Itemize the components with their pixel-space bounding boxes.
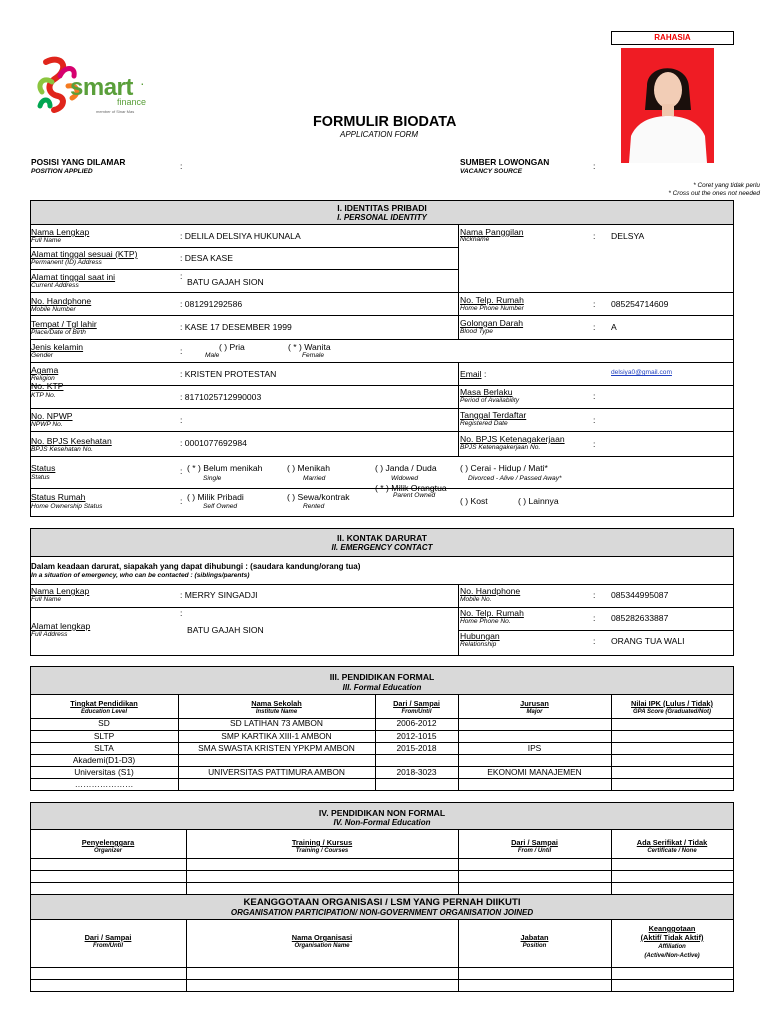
strike-note-2: * Cross out the ones not needed bbox=[668, 190, 760, 197]
status-colon: : bbox=[180, 466, 183, 476]
nickname-value[interactable]: DELSYA bbox=[611, 231, 645, 241]
emergency-mobile-sub: Mobile No. bbox=[460, 596, 492, 603]
edu-period[interactable]: 2015-2018 bbox=[396, 743, 437, 753]
home-rented-option[interactable]: ( ) Sewa/kontrak bbox=[287, 492, 350, 502]
org-header-position: Jabatan bbox=[520, 933, 549, 942]
emergency-name-sub: Full Name bbox=[31, 596, 62, 603]
section-emergency-title: II. KONTAK DARURAT bbox=[337, 533, 427, 543]
section-personal-sub: I. PERSONAL IDENTITY bbox=[337, 213, 427, 222]
nonformal-header-course: Training / Kursus bbox=[291, 838, 353, 847]
section-nonformal-header bbox=[30, 802, 734, 830]
edu-school[interactable]: SMP KARTIKA XIII-1 AMBON bbox=[221, 731, 332, 741]
brand-name: smart bbox=[70, 74, 133, 101]
emergency-relation-label: Hubungan bbox=[460, 631, 500, 641]
home-other-option[interactable]: ( ) Lainnya bbox=[518, 496, 559, 506]
home-rented-sub: Rented bbox=[303, 503, 325, 510]
nonformal-header-course-sub: Training / Courses bbox=[295, 848, 349, 854]
emergency-mobile-value[interactable]: 085344995087 bbox=[611, 590, 669, 600]
section-personal-title: I. IDENTITAS PRIBADI bbox=[337, 203, 427, 213]
applicant-photo bbox=[621, 48, 714, 163]
religion-label: Agama bbox=[31, 365, 59, 375]
full-name-value[interactable]: : DELILA DELSIYA HUKUNALA bbox=[180, 231, 301, 241]
home-parent-sub: Parent Owned bbox=[393, 492, 436, 499]
status-married-sub: Married bbox=[303, 475, 326, 482]
edu-period[interactable]: 2012-1015 bbox=[396, 731, 437, 741]
emergency-home-phone-colon: : bbox=[593, 613, 596, 623]
gender-colon: : bbox=[180, 346, 183, 356]
nickname-label: Nama Panggilan bbox=[460, 227, 524, 237]
gender-female-option[interactable]: ( * ) Wanita bbox=[288, 342, 331, 352]
home-phone-label: No. Telp. Rumah bbox=[460, 295, 524, 305]
status-single-sub: Single bbox=[203, 475, 222, 482]
edu-school[interactable]: SD LATIHAN 73 AMBON bbox=[230, 718, 323, 728]
email-label: Email bbox=[460, 369, 482, 379]
nonformal-header-period: Dari / Sampai bbox=[511, 838, 558, 847]
edu-school[interactable]: UNIVERSITAS PATTIMURA AMBON bbox=[208, 767, 345, 777]
strike-note-1: * Coret yang tidak perlu bbox=[693, 182, 760, 189]
edu-header-school: Nama Sekolah bbox=[251, 699, 302, 708]
org-header-period-sub: From/Until bbox=[93, 943, 123, 949]
position-applied-label: POSISI YANG DILAMAR bbox=[31, 157, 126, 167]
blood-value[interactable]: A bbox=[611, 322, 617, 332]
status-widowed-option[interactable]: ( ) Janda / Duda bbox=[375, 463, 437, 473]
npwp-colon: : bbox=[180, 415, 183, 425]
edu-level: Universitas (S1) bbox=[74, 767, 134, 777]
edu-header-gpa: Nilai IPK (Lulus / Tidak) bbox=[631, 699, 713, 708]
reg-date-label: Tanggal Terdaftar bbox=[460, 410, 527, 420]
emergency-relation-value[interactable]: ORANG TUA WALI bbox=[611, 636, 685, 646]
nickname-sub: Nickname bbox=[460, 236, 490, 243]
org-header-name: Nama Organisasi bbox=[291, 933, 353, 942]
bpjs-health-sub: BPJS Kesehatan No. bbox=[31, 446, 93, 453]
edu-header-level: Tingkat Pendidikan bbox=[70, 699, 138, 708]
validity-sub: Period of Availability bbox=[460, 397, 520, 404]
nonformal-header-organizer-sub: Organizer bbox=[93, 848, 122, 854]
emergency-address-value[interactable]: BATU GAJAH SION bbox=[187, 625, 264, 635]
full-name-sub: Full Name bbox=[31, 237, 62, 244]
edu-period[interactable]: 2006-2012 bbox=[396, 718, 437, 728]
npwp-sub: NPWP No. bbox=[31, 421, 63, 428]
edu-major[interactable]: EKONOMI MANAJEMEN bbox=[487, 767, 582, 777]
org-header-affiliation-sub: Affiliation bbox=[658, 944, 686, 950]
org-header-affiliation-2: (Aktif/ Tidak Aktif) bbox=[640, 933, 704, 942]
ktp-address-value[interactable]: : DESA KASE bbox=[180, 253, 234, 263]
bpjs-health-label: No. BPJS Kesehatan bbox=[31, 436, 112, 446]
home-phone-colon: : bbox=[593, 299, 596, 309]
edu-header-school-sub: Institute Name bbox=[255, 709, 298, 715]
edu-level: SD bbox=[98, 718, 110, 728]
vacancy-source-sub: VACANCY SOURCE bbox=[460, 168, 523, 175]
npwp-label: No. NPWP bbox=[31, 411, 73, 421]
emergency-mobile-colon: : bbox=[593, 590, 596, 600]
emergency-address-colon: : bbox=[180, 608, 183, 618]
edu-header-period-sub: From/Until bbox=[401, 709, 432, 715]
mobile-sub: Mobile Number bbox=[31, 306, 76, 313]
status-divorced-sub: Divorced - Alive / Passed Away* bbox=[468, 475, 562, 482]
bpjs-health-value[interactable]: : 0001077692984 bbox=[180, 438, 247, 448]
vacancy-source-label: SUMBER LOWONGAN bbox=[460, 157, 550, 167]
position-applied-sub: POSITION APPLIED bbox=[31, 168, 93, 175]
edu-major[interactable]: IPS bbox=[527, 743, 542, 753]
status-married-option[interactable]: ( ) Menikah bbox=[287, 463, 330, 473]
status-sub: Status bbox=[31, 474, 50, 481]
edu-level: ………………… bbox=[74, 779, 134, 789]
org-header-position-sub: Position bbox=[522, 943, 547, 949]
blood-sub: Blood Type bbox=[460, 328, 493, 335]
home-self-sub: Self Owned bbox=[203, 503, 238, 510]
bpjs-work-colon: : bbox=[593, 439, 596, 449]
edu-level: Akademi(D1-D3) bbox=[72, 755, 136, 765]
status-widowed-sub: Widowed bbox=[391, 475, 419, 482]
confidential-label: RAHASIA bbox=[654, 33, 691, 42]
reg-date-sub: Registered Date bbox=[460, 420, 508, 427]
birth-value[interactable]: : KASE 17 DESEMBER 1999 bbox=[180, 322, 292, 332]
form-subtitle: APPLICATION FORM bbox=[340, 130, 419, 139]
person-portrait-icon bbox=[621, 48, 714, 163]
emergency-address-label: Alamat lengkap bbox=[31, 621, 91, 631]
status-single-option[interactable]: ( * ) Belum menikah bbox=[187, 463, 263, 473]
edu-level: SLTA bbox=[94, 743, 114, 753]
section-organisation-sub: ORGANISATION PARTICIPATION/ NON-GOVERNMENT ORGANISATION JOINED bbox=[230, 908, 534, 917]
validity-colon: : bbox=[593, 391, 596, 401]
emergency-name-label: Nama Lengkap bbox=[31, 586, 90, 596]
org-header-period: Dari / Sampai bbox=[84, 933, 132, 942]
ktp-address-sub: Permanent (ID) Address bbox=[31, 259, 102, 266]
emergency-intro-sub: In a situation of emergency, who can be contacted : (siblings/parents) bbox=[31, 572, 250, 579]
ktp-address-label: Alamat tinggal sesuai (KTP) bbox=[31, 249, 138, 259]
status-label: Status bbox=[31, 463, 56, 473]
emergency-home-phone-sub: Home Phone No. bbox=[460, 618, 511, 625]
gender-sub: Gender bbox=[31, 352, 53, 359]
bpjs-work-label: No. BPJS Ketenagakerjaan bbox=[460, 434, 565, 444]
mobile-value[interactable]: : 081291292586 bbox=[180, 299, 243, 309]
edu-level: SLTP bbox=[93, 731, 115, 741]
emergency-relation-colon: : bbox=[593, 636, 596, 646]
email-colon: : bbox=[484, 369, 487, 379]
edu-header-major: Jurusan bbox=[520, 699, 549, 708]
section-nonformal-sub: IV. Non-Formal Education bbox=[333, 818, 431, 827]
position-applied-colon: : bbox=[180, 161, 183, 171]
emergency-name-value[interactable]: : MERRY SINGADJI bbox=[180, 590, 258, 600]
blood-colon: : bbox=[593, 322, 596, 332]
current-address-sub: Current Address bbox=[31, 282, 79, 289]
section-emergency-header bbox=[30, 528, 734, 557]
email-value[interactable]: delsiya0@gmail.com bbox=[611, 369, 672, 376]
home-self-option[interactable]: ( ) Milik Pribadi bbox=[187, 492, 244, 502]
gender-male-sub: Male bbox=[205, 352, 220, 359]
home-status-label: Status Rumah bbox=[31, 492, 86, 502]
edu-header-period: Dari / Sampai bbox=[393, 699, 440, 708]
section-emergency-sub: II. EMERGENCY CONTACT bbox=[331, 543, 433, 552]
gender-female-sub: Female bbox=[302, 352, 324, 359]
edu-header-level-sub: Education Level bbox=[80, 709, 127, 715]
religion-sub: Religion bbox=[31, 375, 55, 382]
smart-finance-logo bbox=[34, 54, 149, 120]
confidential-box bbox=[611, 31, 734, 45]
section-organisation-title: KEANGGOTAAN ORGANISASI / LSM YANG PERNAH DIIKUTI bbox=[243, 897, 521, 908]
org-header-affiliation: Keanggotaan bbox=[648, 924, 696, 933]
religion-value[interactable]: : KRISTEN PROTESTAN bbox=[180, 369, 277, 379]
nickname-colon: : bbox=[593, 231, 596, 241]
emergency-home-phone-value[interactable]: 085282633887 bbox=[611, 613, 669, 623]
section-formal-education-header bbox=[30, 666, 734, 695]
edu-header-gpa-sub: GPA Score (Graduated/Not) bbox=[632, 709, 711, 715]
emergency-relation-sub: Relationship bbox=[460, 641, 497, 648]
blood-label: Golongan Darah bbox=[460, 318, 524, 328]
emergency-home-phone-label: No. Telp. Rumah bbox=[460, 608, 524, 618]
home-phone-value[interactable]: 085254714609 bbox=[611, 299, 669, 309]
ktp-value[interactable]: : 8171025712990003 bbox=[180, 392, 262, 402]
section-organisation-header bbox=[30, 894, 734, 920]
brand-sub: finance bbox=[117, 97, 147, 107]
brand-tagline: member of Sinar Mas bbox=[96, 109, 135, 114]
org-header-name-sub: Organisation Name bbox=[294, 943, 350, 949]
section-formal-education-title: III. PENDIDIKAN FORMAL bbox=[329, 672, 435, 682]
form-title: FORMULIR BIODATA bbox=[313, 114, 457, 130]
status-divorced-option[interactable]: ( ) Cerai - Hidup / Mati* bbox=[460, 463, 548, 473]
home-kost-option[interactable]: ( ) Kost bbox=[460, 496, 488, 506]
full-name-label: Nama Lengkap bbox=[31, 227, 90, 237]
section-personal-header bbox=[30, 200, 734, 225]
brand-dot: · bbox=[140, 75, 145, 91]
ktp-label: No. KTP bbox=[31, 381, 64, 391]
section-formal-education-sub: III. Formal Education bbox=[342, 683, 422, 692]
current-address-label: Alamat tinggal saat ini bbox=[31, 272, 116, 282]
ktp-sub: KTP No. bbox=[31, 392, 56, 399]
edu-school[interactable]: SMA SWASTA KRISTEN YPKPM AMBON bbox=[198, 743, 355, 753]
nonformal-header-certificate: Ada Serifikat / Tidak bbox=[636, 838, 708, 847]
vacancy-source-colon: : bbox=[593, 161, 596, 171]
reg-date-colon: : bbox=[593, 415, 596, 425]
current-address-value[interactable]: BATU GAJAH SION bbox=[187, 277, 264, 287]
current-address-colon: : bbox=[180, 271, 183, 281]
home-phone-sub: Home Phone Number bbox=[460, 305, 524, 312]
gender-label: Jenis kelamin bbox=[31, 342, 84, 352]
birth-label: Tempat / Tgl lahir bbox=[31, 319, 97, 329]
nonformal-header-organizer: Penyelenggara bbox=[81, 838, 135, 847]
mobile-label: No. Handphone bbox=[31, 296, 92, 306]
nonformal-header-period-sub: From / Until bbox=[517, 848, 552, 854]
emergency-mobile-label: No. Handphone bbox=[460, 586, 521, 596]
home-status-colon: : bbox=[180, 496, 183, 506]
edu-period[interactable]: 2018-3023 bbox=[396, 767, 437, 777]
home-status-sub: Home Ownership Status bbox=[31, 503, 103, 510]
validity-label: Masa Berlaku bbox=[460, 387, 513, 397]
nonformal-header-certificate-sub: Certificate / None bbox=[647, 848, 697, 854]
gender-male-option[interactable]: ( ) Pria bbox=[219, 342, 245, 352]
section-nonformal-title: IV. PENDIDIKAN NON FORMAL bbox=[318, 808, 446, 818]
bpjs-work-sub: BPJS Ketenagakerjaan No. bbox=[460, 444, 541, 451]
birth-sub: Place/Date of Birth bbox=[31, 329, 86, 336]
home-parent-option[interactable]: ( * ) Milik Orangtua bbox=[375, 483, 447, 493]
emergency-address-sub: Full Address bbox=[31, 631, 68, 638]
edu-header-major-sub: Major bbox=[526, 709, 543, 715]
emergency-intro: Dalam keadaan darurat, siapakah yang dapat dihubungi : (saudara kandung/orang tua) bbox=[31, 562, 361, 571]
org-header-affiliation-sub-2: (Active/Non-Active) bbox=[644, 953, 700, 959]
